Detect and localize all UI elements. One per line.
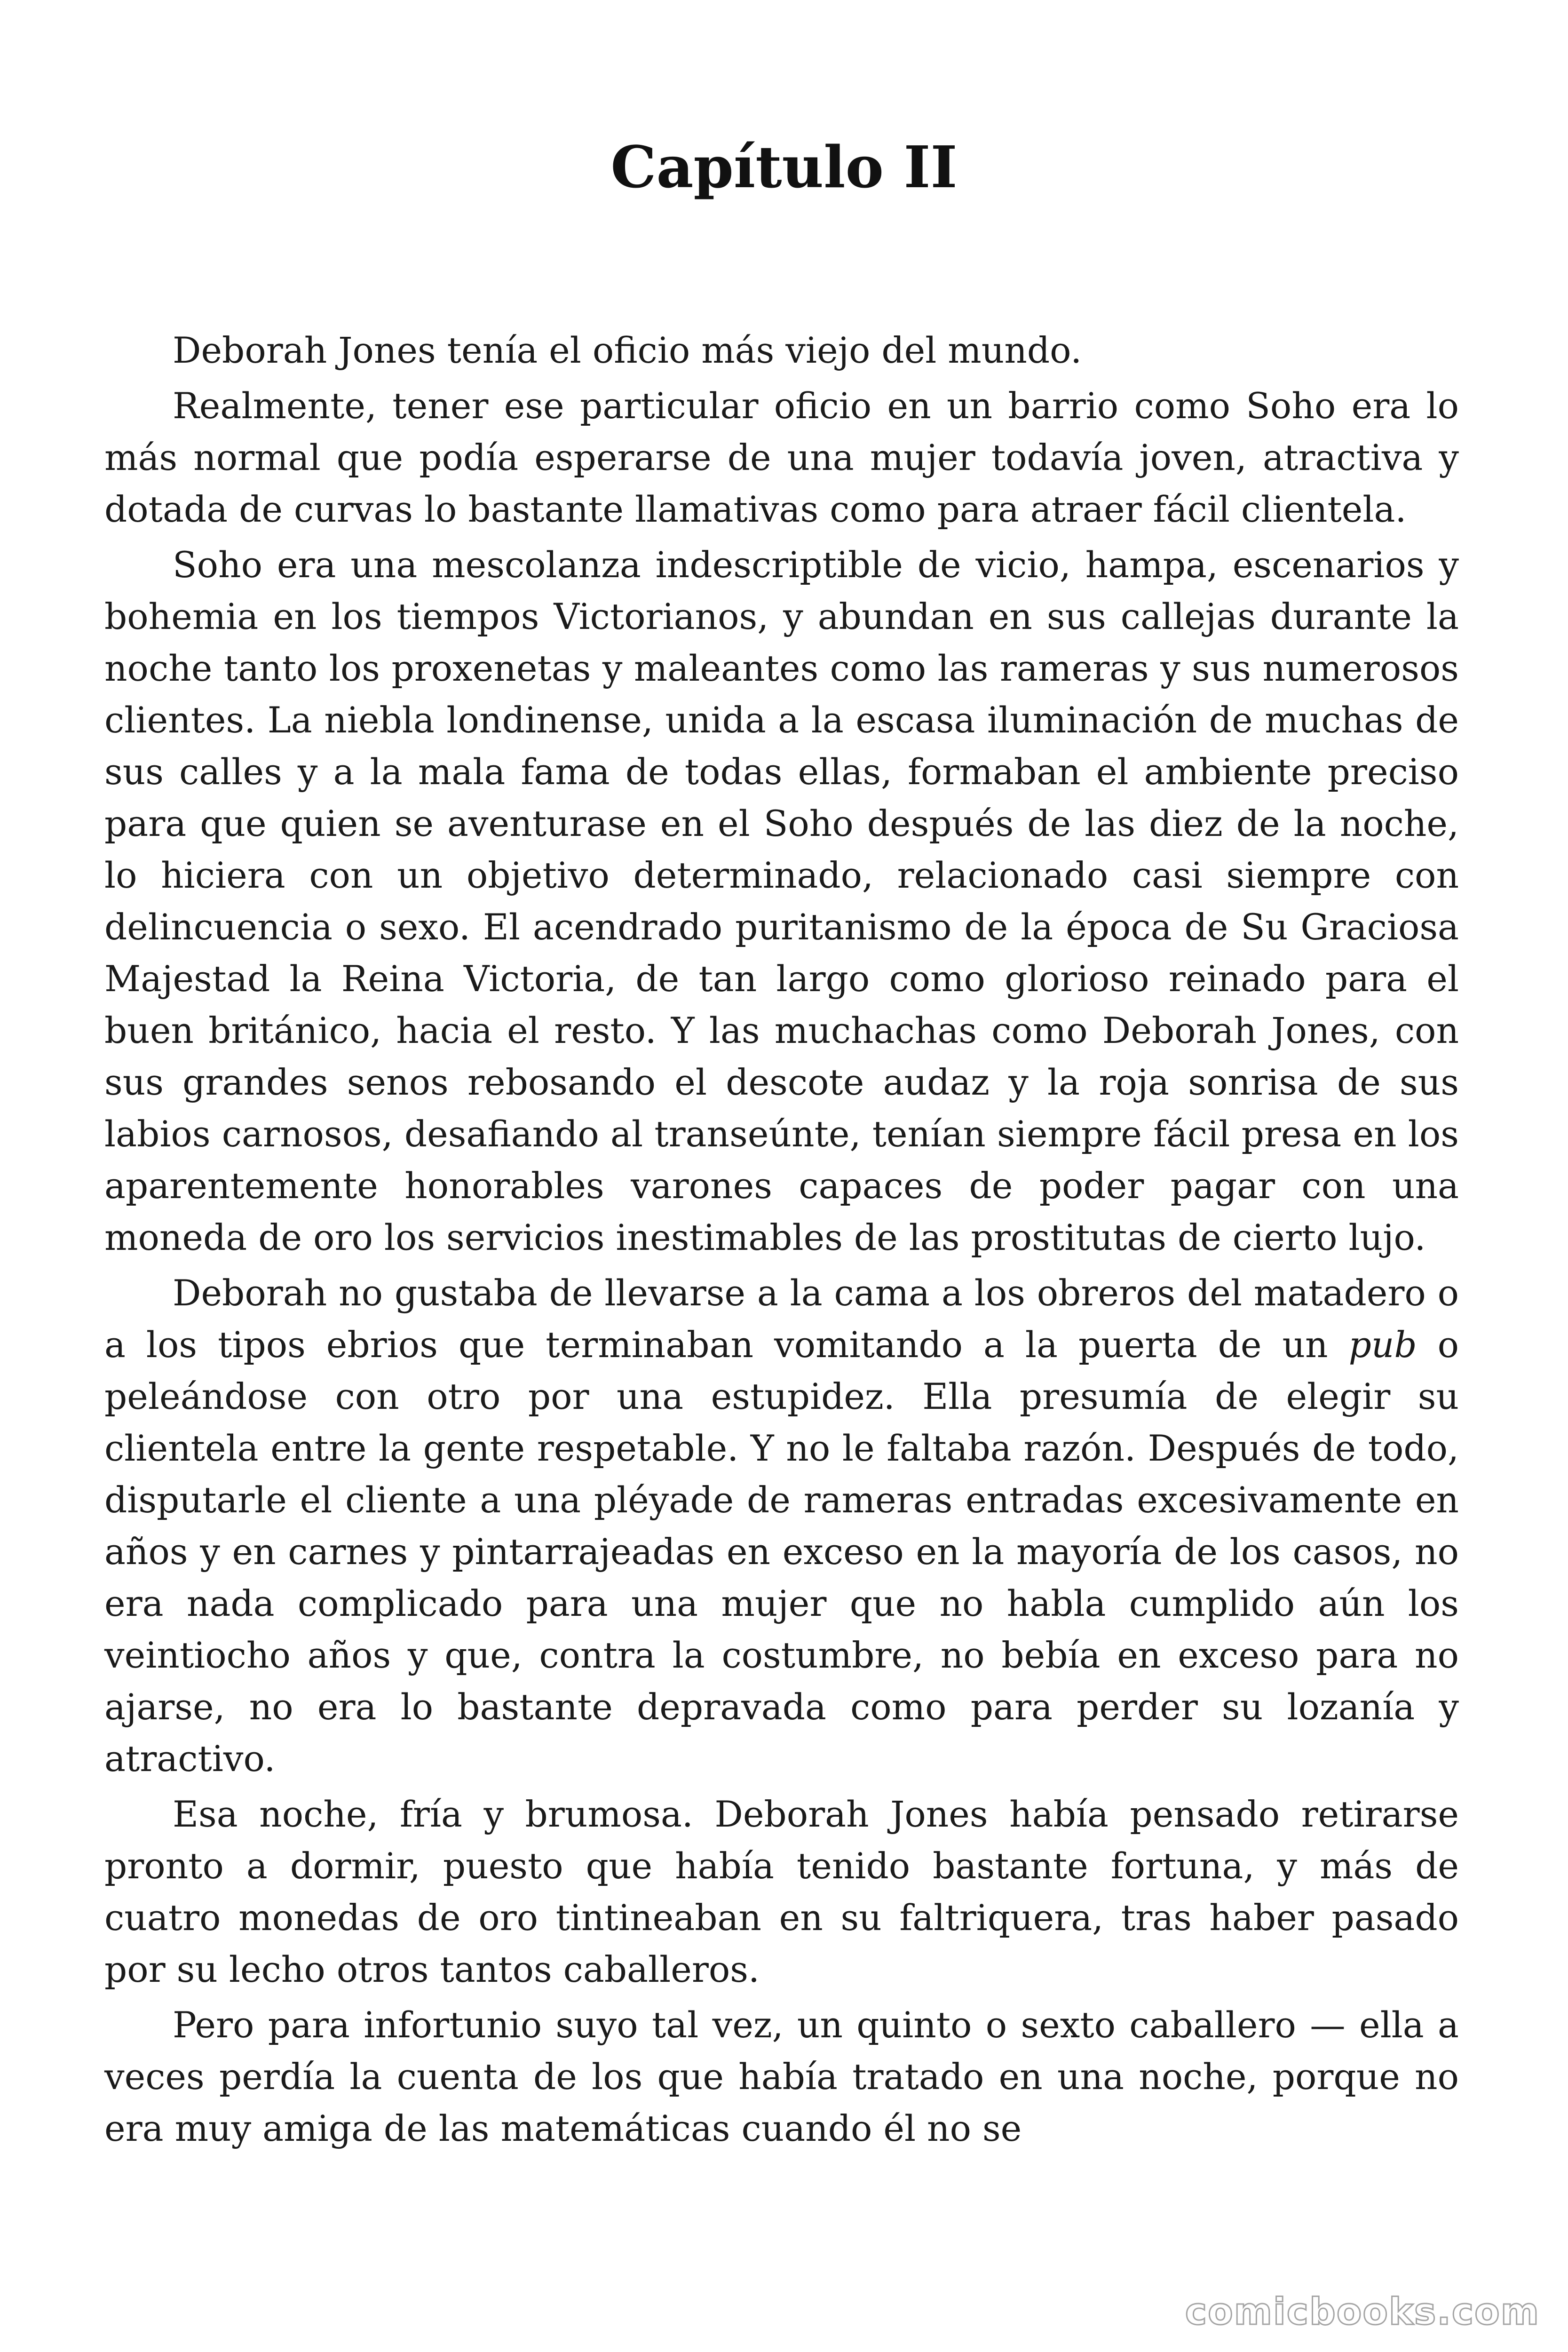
paragraph-1: Deborah Jones tenía el oficio más viejo del mundo. — [173, 330, 1082, 371]
paragraph-4-text-b: o peleándose con otro por una estupidez. Ella presumía de elegir su clientela entre la gente respetable. Y no le faltaba razón. Después de todo, disputarle el cliente a una pléyade de rameras entradas excesivamente en años y en carnes y pintarrajeadas en exceso en la mayoría de los casos, no era nada complicado para una mujer que no habla cumplido aún los veintiocho años y que, contra la costumbre, no bebía en exceso para no ajarse, no era lo bastante depravada como para perder su lozanía y atractivo. — [104, 1324, 1459, 1780]
paragraph-3: Soho era una mescolanza indescriptible de vicio, hampa, escenarios y bohemia en los tiempos Victorianos, y abundan en sus callejas durante la noche tanto los proxenetas y maleantes como las rameras y sus numerosos clientes. La niebla londinense, unida a la escasa iluminación de muchas de sus calles y a la mala fama de todas ellas, formaban el ambiente preciso para que quien se aventurase en el Soho después de las diez de la noche, lo hiciera con un objetivo determinado, relacionado casi siempre con delincuencia o sexo. El acendrado puritanismo de la época de Su Graciosa Majestad la Reina Victoria, de tan largo como glorioso reinado para el buen británico, hacia el resto. Y las muchachas como Deborah Jones, con sus grandes senos rebosando el descote audaz y la roja sonrisa de sus labios carnosos, desafiando al transeúnte, tenían siempre fácil presa en los aparentemente honorables varones capaces de poder pagar con una moneda de oro los servicios inestimables de las prostitutas de cierto lujo. — [104, 544, 1459, 1258]
italic-pub: pub — [1348, 1324, 1417, 1366]
paragraph-2: Realmente, tener ese particular oficio en un barrio como Soho era lo más normal que podía esperarse de una mujer todavía joven, atractiva y dotada de curvas lo bastante llamativas como para atraer fácil clientela. — [104, 385, 1459, 530]
watermark-logo: comicbooks.com — [1185, 2291, 1540, 2333]
chapter-title: Capítulo II — [610, 133, 958, 201]
paragraph-6: Pero para infortunio suyo tal vez, un quinto o sexto caballero — ella a veces perdía la cuenta de los que había tratado en una noche, porque no era muy amiga de las matemáticas cuando él no se — [104, 2004, 1459, 2149]
paragraph-4 — [104, 1267, 1459, 1785]
body-text — [104, 325, 1459, 2158]
paragraph-4-text-a: Deborah no gustaba de llevarse a la cama a los obreros del matadero o a los tipos ebrios que terminaban vomitando a la puerta de un — [104, 1272, 1459, 1366]
paragraph-5: Esa noche, fría y brumosa. Deborah Jones había pensado retirarse pronto a dormir, puesto que había tenido bastante fortuna, y más de cuatro monedas de oro tintineaban en su faltriquera, tras haber pasado por su lecho otros tantos caballeros. — [104, 1794, 1459, 1990]
